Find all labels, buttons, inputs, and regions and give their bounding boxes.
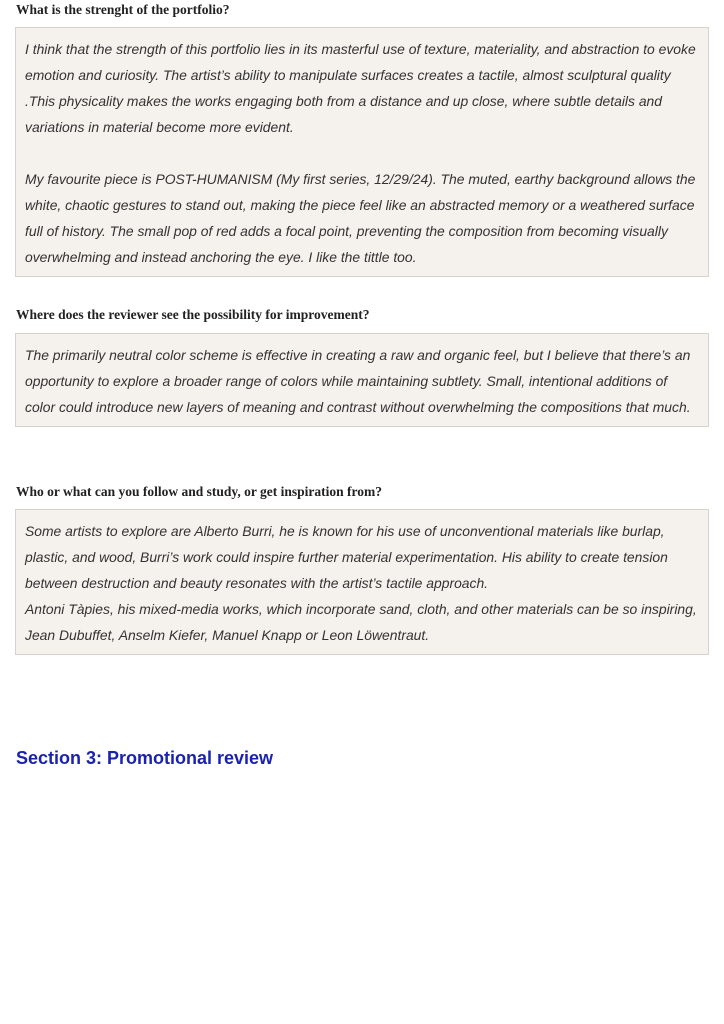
- inspiration-answer-box: [15, 509, 709, 655]
- strength-answer-box: [15, 27, 709, 277]
- strength-question: What is the strenght of the portfolio?: [16, 2, 230, 17]
- improvement-answer-box: [15, 333, 709, 427]
- improvement-question: Where does the reviewer see the possibility for improvement?: [16, 307, 370, 322]
- strength-answer-paragraph-1: I think that the strength of this portfolio lies in its masterful use of texture, materiality, and abstraction to evoke emotion and curiosity. The artist’s ability to manipulate surfaces creates a tactile, almost sculptural quality .This physicality makes the works engaging both from a distance and up close, where subtle details and variations in material become more evident.: [25, 41, 696, 135]
- strength-answer-paragraph-2: My favourite piece is POST-HUMANISM (My first series, 12/29/24). The muted, earthy background allows the white, chaotic gestures to stand out, making the piece feel like an abstracted memory or a weathered surface full of history. The small pop of red adds a focal point, preventing the composition from becoming visually overwhelming and instead anchoring the eye. I like the tittle too.: [25, 171, 696, 265]
- inspiration-answer-paragraph-1: Some artists to explore are Alberto Burri, he is known for his use of unconventional materials like burlap, plastic, and wood, Burri’s work could inspire further material experimentation. His ability to create tension between destruction and beauty resonates with the artist’s tactile approach.: [25, 523, 668, 591]
- improvement-answer-paragraph-1: The primarily neutral color scheme is effective in creating a raw and organic feel, but I believe that there’s an opportunity to explore a broader range of colors while maintaining subtlety. Small, intentional additions of color could introduce new layers of meaning and contrast without overwhelming the compositions that much.: [25, 347, 691, 415]
- section-3-heading: Section 3: Promotional review: [16, 748, 274, 768]
- inspiration-question: Who or what can you follow and study, or get inspiration from?: [16, 484, 383, 499]
- inspiration-answer-paragraph-2: Antoni Tàpies, his mixed-media works, which incorporate sand, cloth, and other materials can be so inspiring, Jean Dubuffet, Anselm Kiefer, Manuel Knapp or Leon Löwentraut.: [25, 601, 697, 643]
